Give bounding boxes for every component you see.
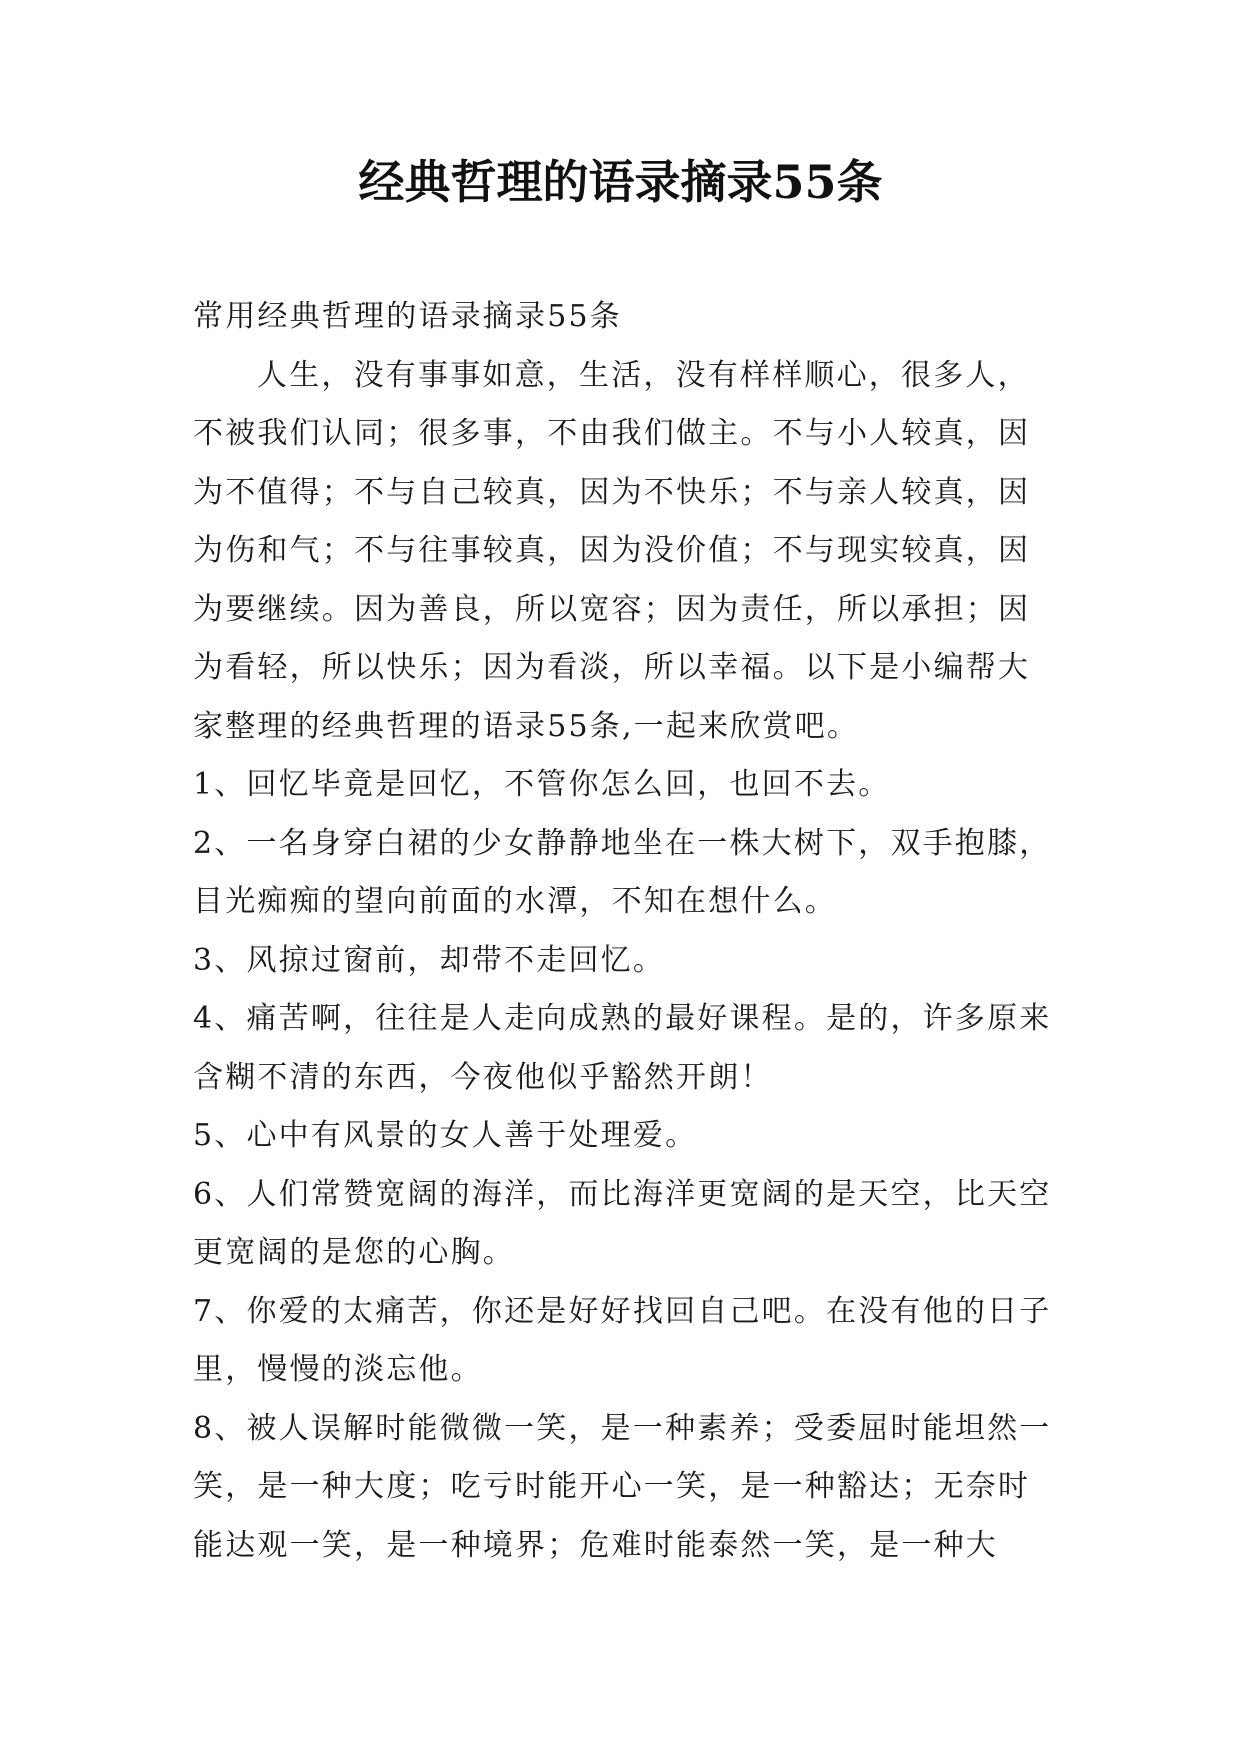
list-item: 4、痛苦啊，往往是人走向成熟的最好课程。是的，许多原来含糊不清的东西，今夜他似乎豁然开朗！	[193, 1001, 1052, 1095]
document-body	[193, 288, 1053, 1575]
list-item: 1、回忆毕竟是回忆，不管你怎么回，也回不去。	[193, 767, 891, 802]
intro-paragraph: 人生，没有事事如意，生活，没有样样顺心，很多人，不被我们认同；很多事，不由我们做主。不与小人较真，因为不值得；不与自己较真，因为不快乐；不与亲人较真，因为伤和气；不与往事较真，因为没价值；不与现实较真，因为要继续。因为善良，所以宽容；因为责任，所以承担；因为看轻，所以快乐；因为看淡，所以幸福。以下是小编帮大家整理的经典哲理的语录55条,一起来欣赏吧。	[193, 357, 1031, 744]
list-item: 7、你爱的太痛苦，你还是好好找回自己吧。在没有他的日子里，慢慢的淡忘他。	[193, 1293, 1052, 1387]
list-item: 8、被人误解时能微微一笑，是一种素养；受委屈时能坦然一笑，是一种大度；吃亏时能开心一笑，是一种豁达；无奈时能达观一笑，是一种境界；危难时能泰然一笑，是一种大	[193, 1410, 1052, 1563]
list-item: 2、一名身穿白裙的少女静静地坐在一株大树下，双手抱膝，目光痴痴的望向前面的水潭，不知在想什么。	[193, 825, 1052, 919]
list-item: 6、人们常赞宽阔的海洋，而比海洋更宽阔的是天空，比天空更宽阔的是您的心胸。	[193, 1176, 1052, 1270]
list-item: 3、风掠过窗前，却带不走回忆。	[193, 942, 666, 978]
document-title: 经典哲理的语录摘录55条	[358, 155, 883, 209]
list-item: 5、心中有风景的女人善于处理爱。	[193, 1118, 698, 1153]
document-subtitle: 常用经典哲理的语录摘录55条	[193, 299, 622, 334]
